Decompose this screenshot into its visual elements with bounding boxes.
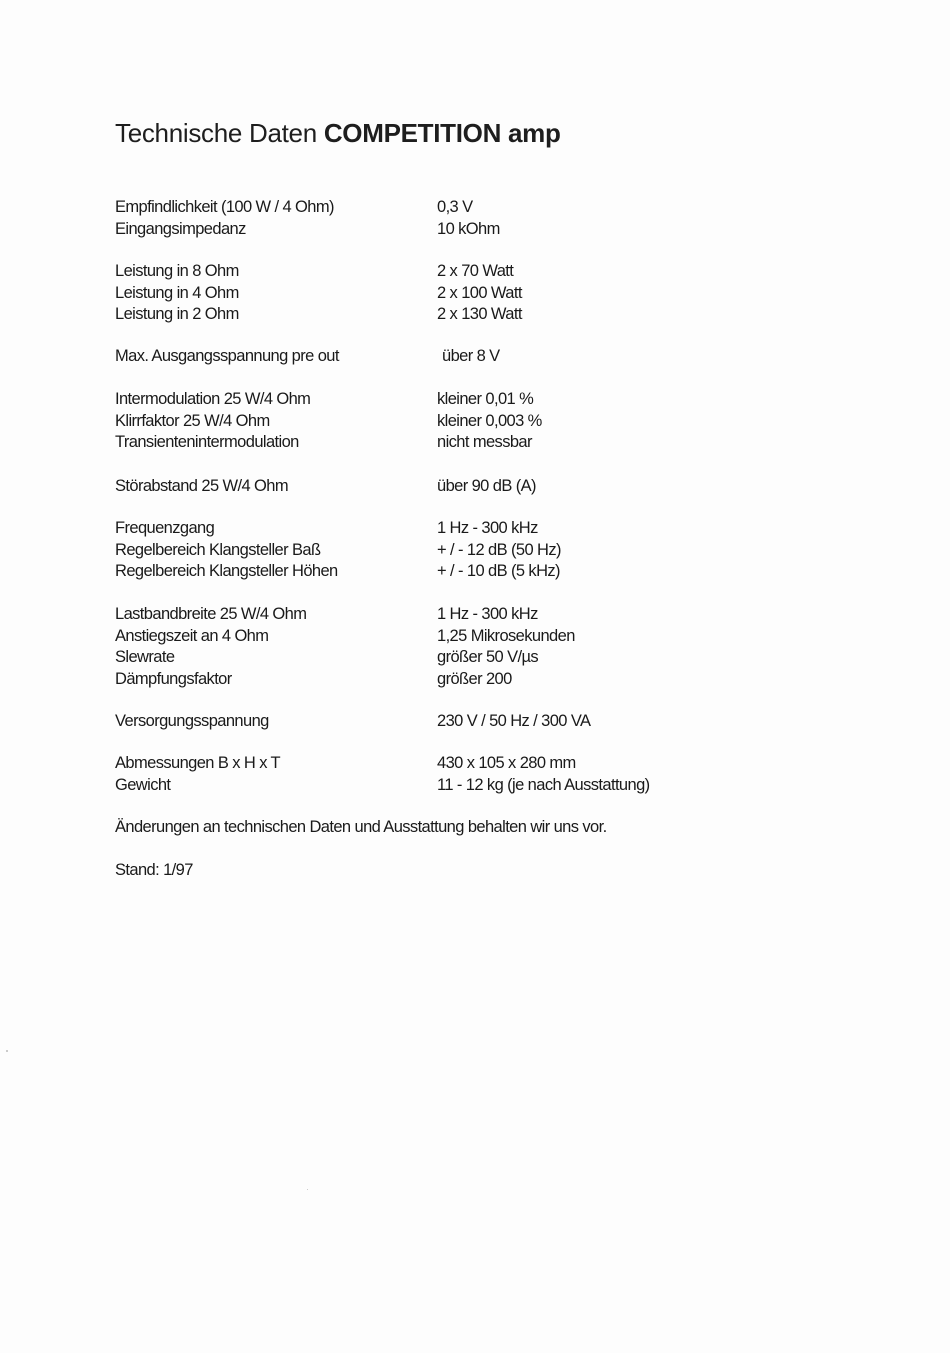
spec-value: + / - 10 dB (5 kHz) [437,562,560,580]
spec-value: 1 Hz - 300 kHz [437,519,538,537]
spec-row [115,518,755,540]
title-product: COMPETITION amp [323,118,561,148]
spec-label: Leistung in 2 Ohm [115,305,239,323]
spec-group-dimensions [115,753,755,796]
spec-row [115,283,755,305]
spec-row [115,476,755,498]
page-title [115,118,561,149]
spec-value: 1,25 Mikrosekunden [437,626,575,645]
spec-row [115,432,755,454]
spec-value: 10 kOhm [437,219,500,238]
spec-value: 2 x 100 Watt [437,283,522,302]
scan-speck [307,1189,308,1190]
spec-row [115,775,755,797]
spec-value: 2 x 70 Watt [437,262,514,280]
spec-value: 230 V / 50 Hz / 300 VA [437,712,591,730]
scan-speck [6,1050,8,1052]
spec-group-distortion [115,389,755,454]
spec-group-frequency [115,518,755,583]
spec-value: über 90 dB (A) [437,477,536,495]
spec-row [115,261,755,283]
spec-value: größer 200 [437,669,512,688]
spec-row [115,711,755,733]
spec-row [115,604,755,626]
spec-row [115,561,755,583]
spec-label: Lastbandbreite 25 W/4 Ohm [115,605,307,623]
disclaimer-note: Änderungen an technischen Daten und Ausstattung behalten wir uns vor. [115,818,607,836]
spec-row [115,346,755,368]
spec-value: 0,3 V [437,198,473,216]
spec-label: Dämpfungsfaktor [115,669,232,688]
spec-row [115,647,755,669]
spec-label: Regelbereich Klangsteller Höhen [115,562,338,580]
spec-label: Empfindlichkeit (100 W / 4 Ohm) [115,198,334,216]
spec-value: kleiner 0,01 % [437,390,534,408]
spec-value: 1 Hz - 300 kHz [437,605,538,623]
spec-label: Intermodulation 25 W/4 Ohm [115,390,311,408]
spec-row [115,197,755,219]
spec-label: Gewicht [115,775,171,794]
spec-label: Klirrfaktor 25 W/4 Ohm [115,411,270,430]
spec-value: über 8 V [442,347,500,365]
spec-row [115,753,755,775]
spec-label: Versorgungsspannung [115,712,269,730]
spec-group-sensitivity [115,197,755,240]
spec-label: Eingangsimpedanz [115,219,246,238]
title-prefix: Technische Daten [115,118,317,148]
spec-row [115,389,755,411]
revision-stand: Stand: 1/97 [115,861,193,879]
spec-label: Slewrate [115,648,175,666]
spec-value: 430 x 105 x 280 mm [437,754,576,772]
spec-row [115,219,755,241]
spec-label: Störabstand 25 W/4 Ohm [115,477,288,495]
spec-row [115,304,755,326]
spec-row [115,540,755,562]
spec-label: Abmessungen B x H x T [115,754,281,772]
spec-group-power [115,261,755,326]
spec-row [115,411,755,433]
spec-group-dynamics [115,604,755,690]
spec-label: Transientenintermodulation [115,433,299,451]
spec-group-snr [115,476,755,498]
spec-label: Anstiegszeit an 4 Ohm [115,626,269,645]
spec-row [115,669,755,691]
spec-value: 2 x 130 Watt [437,305,522,323]
spec-group-preout [115,346,755,368]
spec-label: Frequenzgang [115,519,215,537]
spec-label: Leistung in 8 Ohm [115,262,239,280]
spec-label: Max. Ausgangsspannung pre out [115,347,339,365]
spec-value: nicht messbar [437,433,532,451]
spec-value: kleiner 0,003 % [437,411,542,430]
spec-row [115,626,755,648]
spec-value: größer 50 V/µs [437,648,539,666]
spec-label: Regelbereich Klangsteller Baß [115,540,321,559]
spec-value: 11 - 12 kg (je nach Ausstattung) [437,775,650,794]
spec-label: Leistung in 4 Ohm [115,283,239,302]
spec-value: + / - 12 dB (50 Hz) [437,540,561,559]
spec-group-supply [115,711,755,733]
